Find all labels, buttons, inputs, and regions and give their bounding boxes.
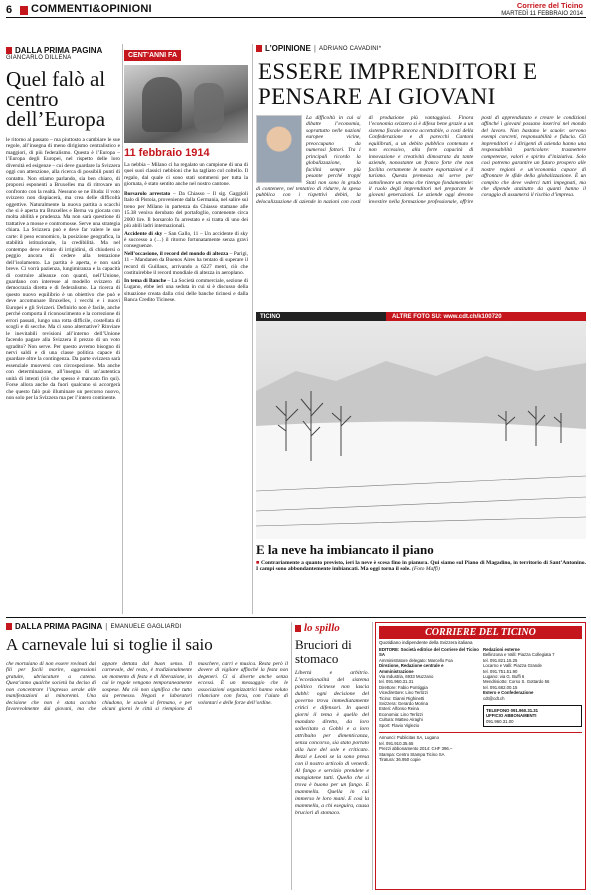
- masthead-line: Locarno e Valli: Piazza Grande: [483, 663, 542, 669]
- photo-link[interactable]: ALTRE FOTO SU: www.cdt.ch/k100720: [386, 312, 586, 321]
- masthead-box: [375, 622, 586, 890]
- column-divider: [372, 622, 373, 890]
- masthead-info: [501, 2, 583, 18]
- middle-article-tag: CENT’ANNI FA: [124, 50, 181, 61]
- masthead-ad-line: Stampa: Centro Stampa Ticino SA: [379, 751, 445, 757]
- masthead-line: Via Industria, 6933 Muzzano: [379, 674, 434, 680]
- column-divider: [252, 44, 253, 614]
- middle-intro-text: La nebbia – Milano ci ha regalato un campione di una di quei suoi classici nebbioni che ha tagliato col coltello. Il regalo, dal quale ci sono stati sommersi per tutta la giornata, è stato sentito anche nel nostro cantone.: [124, 162, 248, 188]
- bottom-left-author: EMANUELE GAGLIARDI: [110, 623, 182, 630]
- masthead-line: Redazioni esterne: [483, 647, 520, 652]
- newspaper-name: Corriere del Ticino: [516, 1, 583, 10]
- bottom-left-article: [6, 622, 288, 883]
- photo-block: [256, 312, 586, 573]
- masthead-subtitle: Quotidiano indipendente della Svizzera italiana: [379, 640, 473, 645]
- left-tag-label: DALLA PRIMA PAGINA: [15, 46, 103, 55]
- masthead-line: cdt@cdt.ch: [483, 695, 505, 701]
- historic-photo: [124, 65, 248, 143]
- phone-label: TELEFONO 091.960.31.31: [486, 708, 539, 714]
- masthead-line: Amministratore delegato: Marcello Foa: [379, 657, 453, 663]
- bottom-left-tag-label: DALLA PRIMA PAGINA: [15, 622, 103, 631]
- masthead-ads: [379, 732, 582, 763]
- masthead-line: Lugano: via G. Buffi 6: [483, 674, 525, 680]
- main-article: [256, 44, 586, 331]
- snow-landscape-illustration: [256, 321, 586, 539]
- item-title: Borsarolo arrestato: [124, 190, 171, 197]
- main-article-author: ADRIANO CAVADINI*: [319, 45, 382, 52]
- masthead-line: Ticino: Gianni Righinetti: [379, 695, 425, 701]
- column-divider: [291, 622, 292, 890]
- masthead-ad-line: Tiratura: 36.950 copie: [379, 757, 421, 763]
- office-label: UFFICIO ABBONAMENTI: [486, 713, 537, 719]
- lo-spillo-headline[interactable]: Bruciori di stomaco: [295, 637, 352, 666]
- middle-article: [124, 44, 248, 305]
- lo-spillo-tag: [295, 622, 369, 634]
- photo-credit: (Foto Maffi): [412, 566, 440, 573]
- photo-header: [256, 312, 586, 321]
- item-title: Nell’occasione, il record del mondo di altezza: [124, 250, 229, 257]
- snow-photo: [256, 321, 586, 539]
- masthead-line: Svizzera: Gerardo Morina: [379, 701, 428, 707]
- main-article-headline[interactable]: ESSERE IMPRENDITORI E PENSARE AI GIOVANI: [258, 59, 538, 109]
- section-rule: [6, 617, 586, 618]
- left-article-body: le ritorno al passato – ma piuttosto a cambiare le sue regole, all’insegna di meno dirigismo centralistico e maggiori, di più federalismo. Questa è l’Europa – l’Europa degli Europei, nel rispetto delle loro diversità ed esigenze – cui deve guardare la Svizzera oggi con attenzione, alla ricerca di possibili punti di contatto. Non stiamo parlando, sia ben chiaro, di proporsi esponenti a Bruxelles ma di ritrovare un confronto con la realtà. Nessuno se ne illuda: il voto svizzero non dispiacerà, ma crea delle difficoltà oggettive. Naturalmente la nuova partita a scacchi che si è aperta tra Bruxelles e Berna va giocata con molta abilità e prudenza. Ma non sarà questione di trattative a mosse e contromosse. Serve una strategia chiara. La Svizzera può e deve far valere le sue carte: il peso economico, la posizione geografica, la stabilità istituzionale, la credibilità. Ma nel contempo deve evitare di irrigidirsi, di chiudersi o peggio ancora di cedere alla tentazione dell’isolamento. La partita è aperta, e non sarà breve. Ci vorrà pazienza, lungimiranza e la capacità di costruire alleanze con quanti, nell’Unione, guardano con interesse al modello svizzero di democrazia diretta e di federalismo. La ricerca di questo nuovo equilibrio è un obiettivo che può e deve accomunare Bruxelles, i vecchi e i nuovi Europei e gli Svizzeri. Definirlo non è facile, anche perché comporta il riconoscimento e la correzione di errori passati, lungo una rotta difficile, costellata di scogli e di secche. Ma ci sono alternative? Rinviare le inevitabili revisioni all’interno dell’Unione facendo pagare alla Svizzera il prezzo di un voto sgradito? Non serve. Per questo avremo bisogno di nervi saldi e di una classe politica capace di guardare oltre la contingenza. Da parte svizzera sarà essenziale muoversi con circospezione. Ma anche con determinazione, all’insegna di un’autentica unità di intenti (ciò che spesso è mancato fin qui). Forse allora anche da fuori qualcuno si accorgerà che questo falò può illuminare un percorso nuovo, non solo per la Svizzera ma per l’intero continente.: [6, 137, 120, 402]
- masthead-line: tel. 091.751.51.90: [483, 668, 518, 674]
- item-title: Accidente di sky: [124, 230, 163, 237]
- photo-caption-text: Contrariamente a quanto previsto, ieri la neve è scesa fino in pianura. Qui siamo sul Piano di Magadino, in territorio di Sant’Antonino. I campi sono abbondantemente imbiancati. Ma oggi torna il sole.: [256, 560, 586, 573]
- masthead-ad-line: Annunci: Publicitas SA, Lugano: [379, 735, 439, 741]
- masthead-line: tel. 091.682.00.15: [483, 684, 518, 690]
- masthead-line: tel. 091.821.15.25: [483, 657, 518, 663]
- masthead-ad-line: Prezzi abbonamento 2014: CHF 396.–: [379, 746, 453, 752]
- masthead-line: Mendrisiotto: Corso S. Gottardo 56: [483, 679, 550, 685]
- masthead-line: Direzione, Redazione centrale e Amministrazione: [379, 663, 444, 674]
- photo-headline[interactable]: E la neve ha imbiancato il piano: [256, 542, 434, 557]
- bottom-left-headline[interactable]: A carnevale lui si toglie il saio: [6, 635, 213, 654]
- masthead-title: CORRIERE DEL TICINO: [379, 626, 582, 639]
- lo-spillo-body: Libertà e arbitrio. L’eccezionalità del sistema politico ticinese non lascia dubbi: ogni decisione del governo trova immediatamente critici e difensori. In questi giorni il tema è quello del mandato diretto, da loro sollecitato a Gobbi e a loro attribuito per dimenticanza, senza concorso, sia stato portato alla luce del sole e criticato. Bezzi e Leoni se la sono presa con il nostro articolo di venerdì. Al fango e servizio prendete e mangiatene tutti. Quello che si trova è buono per un fango. E mammella. Quella in cui immerso le loro mani. E così la mammella, a chi eseguira, causa bruciori di stomaco.: [295, 670, 369, 816]
- item-text: – La Società commerciale, sezione di Lugano, ebbe ieri una seduta in cui si è discusso della situazione creata dalla crisi delle banche ticinesi e dalla Banca Credito Ticinese.: [124, 277, 248, 304]
- lo-spillo: [295, 622, 369, 890]
- photo-caption: ■ Contrariamente a quanto previsto, ieri la neve è scesa fino in pianura. Qui siamo sul Piano di Magadino, in territorio di Sant’Antonino. I campi sono abbondantemente imbiancati. Ma oggi torna il sole. (Foto Maffi): [256, 560, 586, 573]
- header-rule: [6, 17, 586, 18]
- bottom-left-tag: DALLA PRIMA PAGINA | EMANUELE GAGLIARDI: [6, 622, 288, 631]
- masthead-line: Esteri: Alfonso Reina: [379, 706, 419, 712]
- contact-box: [483, 705, 582, 727]
- main-article-body: [256, 115, 586, 325]
- masthead-line: tel. 091.960.31.31: [379, 679, 414, 685]
- lo-spillo-label: lo spillo: [304, 622, 340, 634]
- middle-intro: [124, 162, 248, 188]
- left-article-headline[interactable]: Quel falò al centro dell’Europa: [6, 67, 106, 131]
- masthead-line: Economia: Lino Terlizzi: [379, 711, 423, 717]
- section-title: COMMENTI&OPINIONI: [31, 3, 152, 15]
- masthead-right-col: [483, 647, 582, 728]
- bottom-left-body: che mortaiano di non essere rovinati dai fili per facili morire, aggressioni gratuite, ubriacature a catena. Quest’anno qualche società ha deciso di non concentrare l’ingresso serale alle manifestazioni ai minorenni. Una decisione che non è stata accolta favorevolmente dai giovani, ma che appare dettata dal buon senso. Il carnevale, del resto, è tradizionalmente un momento di festa e di liberazione, in cui le regole vengono temporaneamente sospese. Ma ciò non significa che tutto sia permesso. Negozi e laboratori chiudono, le scuole si fermano, e per alcuni giorni le città si riempiono di maschere, carri e musica. Resta però il dovere di vigilare affinché la festa non degeneri. Ci si diverte anche senza eccessi. È un messaggio che le associazioni organizzatrici hanno voluto rilanciare con forza, con l’aiuto di volontari e delle forze dell’ordine.: [6, 661, 288, 713]
- issue-date: MARTEDÌ 11 FEBBRAIO 2014: [501, 11, 583, 17]
- middle-items: [124, 191, 248, 304]
- photo-region: TICINO: [260, 313, 281, 320]
- masthead-line: Direttore: Fabio Pontiggia: [379, 684, 428, 690]
- masthead-line: Cultura: Matteo Airaghi: [379, 717, 423, 723]
- masthead-line: Sport: Flavio Viglezio: [379, 722, 420, 728]
- masthead-ad-line: tel. 091.910.35.65: [379, 740, 414, 746]
- item-title: In tema di Banche: [124, 277, 167, 284]
- masthead-line: Vicedirettore: Lino Terlizzi: [379, 690, 428, 696]
- masthead-line: Bellinzona e Valli: Piazza Collegiata 7: [483, 652, 555, 658]
- page-number: 6: [6, 4, 13, 16]
- masthead-line: EDITORE: Società editrice del Corriere del Ticino SA: [379, 647, 479, 658]
- masthead-columns: [379, 647, 582, 728]
- main-article-body-wrap: [256, 115, 586, 325]
- masthead-line: Estero e Confederazione: [483, 690, 534, 696]
- column-divider: [122, 44, 123, 614]
- item-text: – San Gallo, 11 – Un accidente di sky è successo a (…) il ritorno fortunatamente senza gravi conseguenze.: [124, 230, 248, 250]
- middle-article-date: 11 febbraio 1914: [124, 147, 210, 159]
- office-phone: 091.960.31.00: [486, 718, 514, 724]
- item-text: – Da Chiasso – Il sig. Gaggioli Italo di Pistoia, proveniente dalla Germania, nel salire sul treno per Milano in partenza da Chiasso stamane alle 15.38 veniva derubato del portafoglio, contenente circa 2000 lire. Il borsarolo fu arrestato e si tratta di uno dei più abili ladri internazionali.: [124, 190, 248, 230]
- main-article-tag: L’OPINIONE | ADRIANO CAVADINI*: [256, 44, 586, 53]
- left-article-author: GIANCARLO DILLENA: [6, 55, 72, 61]
- left-article-tag: [6, 46, 120, 55]
- item-text: – Parigi, 11 – Mandanen da Buenos Aires ha tentato di superare il record di Guillaux, arrivando a 6227 metri, ciò che costituirebbe il record mondiale di altezza in aeroplano.: [124, 250, 248, 277]
- main-tag-label: L’OPINIONE: [265, 44, 311, 53]
- section-marker: [20, 6, 28, 15]
- main-article-text: La difficoltà in cui si dibatte l’economia, soprattutto nelle nazioni europee vicine, preoccupano da numerosi fattori. Tra i principali ricordo la globalizzazione, la facilità sempre più pesante perché troppi Stati non sono in grado di contenere, nel tentativo di ridurre, la spesa pubblica con i rispettivi debiti, la delocalizzazione di aziende in nazioni con costi di produzione più vantaggiosi. Finora l’economia svizzera si è difesa bene grazie a un sistema fiscale ancora accettabile, a costi della Confederazione e di parecchi Cantoni equilibrati, a un debito pubblico contenuto e non eccessivo, alla forte capacità di innovazione e creatività dimostrata da tante aziende, nonostante un franco forte che non facilita certamente le nostre esportazioni e il turismo. Questa premessa mi serve per sottolineare un tema che ritengo fondamentale: il ruolo degli imprenditori nel preparare le giovani generazioni. Le aziende oggi devono investire nella formazione professionale, offrire posti di apprendistato e creare le condizioni affinché i giovani possano inserirsi nel mondo del lavoro. Non bastano le scuole: servono esempi concreti, responsabilità e fiducia. Gli imprenditori e i dirigenti di azienda hanno una responsabilità particolare: trasmettere competenze, valori e spirito d’iniziativa. Solo così potremo garantire un futuro prospero alle nostre regioni e un’economia capace di affrontare le sfide della globalizzazione. È un compito che deve vederci tutti impegnati, ma che dipende anzitutto da quanti hanno il coraggio di assumersi il rischio d’impresa.: [256, 115, 586, 205]
- masthead-left-col: [379, 647, 479, 728]
